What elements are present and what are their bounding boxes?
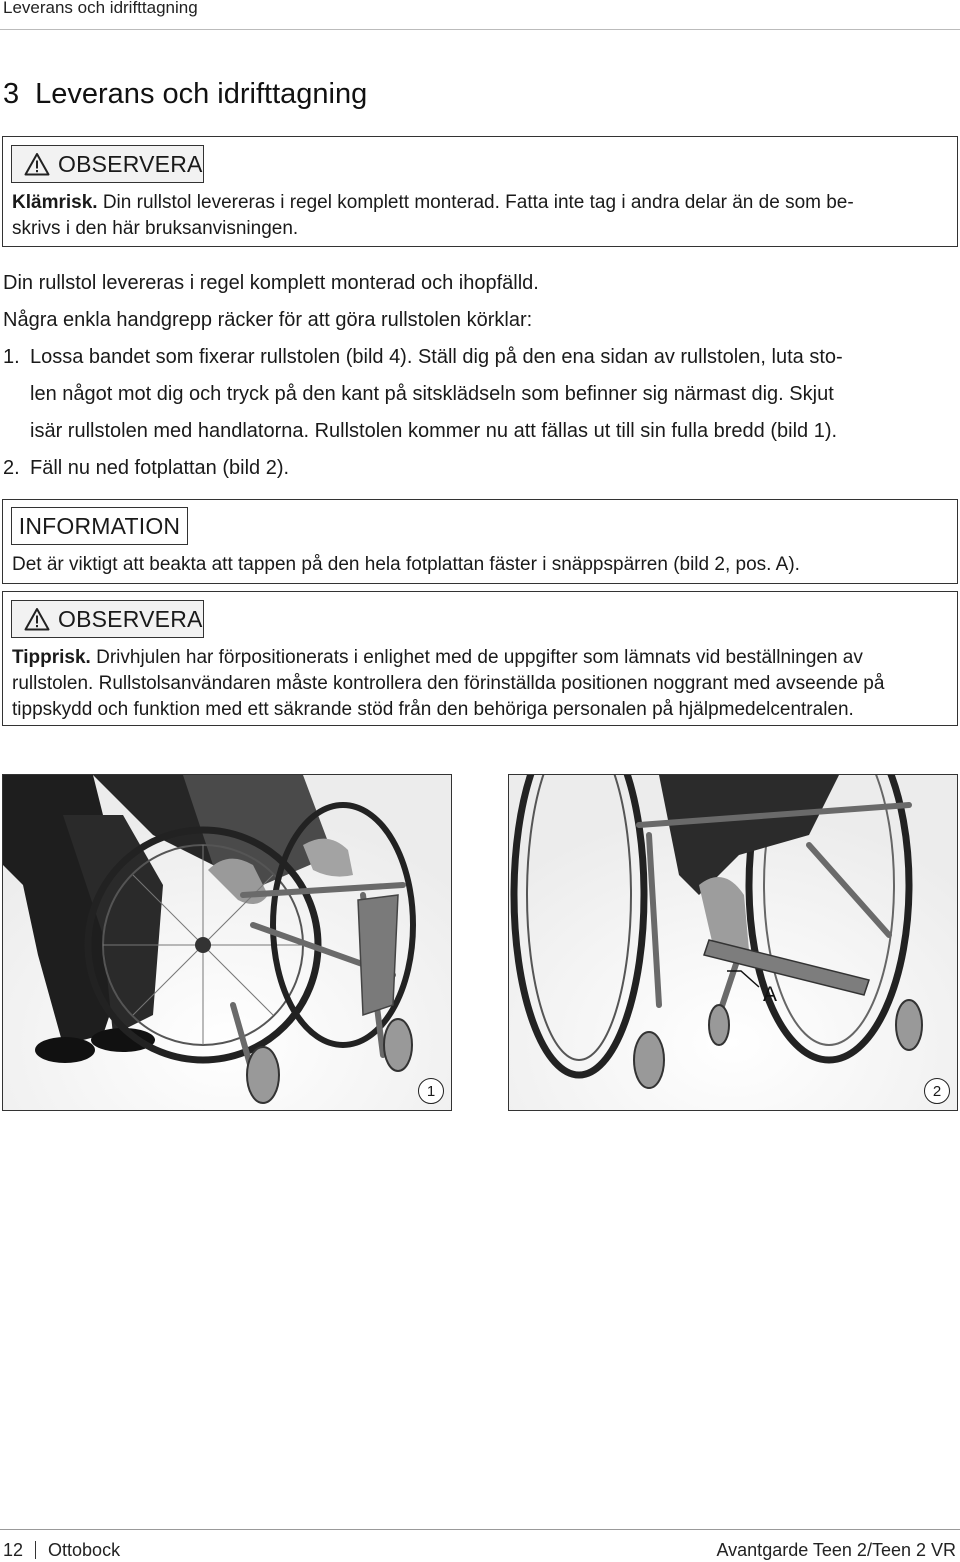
section-title-text: Leverans och idrifttagning — [35, 78, 368, 110]
step-line: Lossa bandet som fixerar rullstolen (bild 4). Ställ dig på den ena sidan av rullstolen, luta sto- — [30, 346, 843, 368]
caution-notice-tipping — [2, 591, 958, 726]
figure-1-photo — [2, 774, 452, 1111]
step-item — [3, 450, 958, 487]
information-text: Det är viktigt att beakta att tappen på den hela fotplattan fäster i snäppspärren (bild 2, pos. A). — [12, 554, 800, 575]
caution-label-text: OBSERVERA — [58, 150, 203, 177]
intro-paragraph — [3, 265, 953, 339]
step-item — [3, 339, 958, 450]
information-notice — [2, 499, 958, 584]
page-number: 12 — [3, 1540, 24, 1560]
caution-body-line1: Din rullstol levereras i regel komplett monterad. Fatta inte tag i andra delar än de som be- — [102, 192, 854, 213]
warning-triangle-icon — [24, 607, 50, 631]
caution-label — [11, 145, 204, 183]
caution-body-line2: skrivs i den här bruksanvisningen. — [12, 218, 299, 239]
figure-2-photo — [508, 774, 958, 1111]
information-label — [11, 507, 188, 545]
header-divider — [0, 29, 960, 30]
wheelchair-unfolding-illustration — [3, 775, 451, 1110]
footplate-folding-illustration — [509, 775, 957, 1110]
step-line: Fäll nu ned fotplattan (bild 2). — [30, 457, 290, 479]
section-title — [3, 78, 367, 111]
figure-number-badge: 2 — [924, 1078, 950, 1104]
footer-separator — [35, 1541, 36, 1559]
caution-body-line2: rullstolen. Rullstolsanvändaren måste kontrollera den förinställda positionen noggrant med avseende på — [12, 673, 885, 694]
warning-triangle-icon — [24, 152, 50, 176]
intro-line-2: Några enkla handgrepp räcker för att göra rullstolen körklar: — [3, 309, 533, 331]
caution-body-line1: Drivhjulen har förpositionerats i enlighet med de uppgifter som lämnats vid beställningen av — [90, 647, 863, 668]
product-name: Avantgarde Teen 2/Teen 2 VR — [716, 1540, 956, 1560]
figure-number-badge: 1 — [418, 1078, 444, 1104]
caution-keyword: Klämrisk. — [12, 192, 98, 213]
step-number: 2. — [3, 457, 20, 479]
brand-name: Ottobock — [48, 1540, 121, 1560]
caution-label — [11, 600, 204, 638]
step-list — [3, 339, 958, 487]
caution-notice-pinch — [2, 136, 958, 247]
footer-left — [3, 1540, 120, 1561]
section-number: 3 — [3, 78, 20, 110]
intro-line-1: Din rullstol levereras i regel komplett monterad och ihopfälld. — [3, 272, 539, 294]
step-line: isär rullstolen med handlatorna. Rullstolen kommer nu att fällas ut till sin fulla bredd (bild 1). — [30, 420, 838, 442]
caution-text — [12, 190, 952, 242]
callout-label-a: A — [763, 983, 778, 1006]
information-label-text: INFORMATION — [18, 512, 181, 539]
caution-keyword: Tipprisk. — [12, 647, 91, 668]
caution-label-text: OBSERVERA — [58, 605, 203, 632]
step-number: 1. — [3, 346, 20, 368]
caution-text — [12, 645, 957, 723]
step-line: len något mot dig och tryck på den kant på sitsklädseln som befinner sig närmast dig. Skjut — [30, 383, 834, 405]
running-header: Leverans och idrifttagning — [3, 0, 198, 17]
footer-divider — [0, 1529, 960, 1530]
caution-body-line3: tippskydd och funktion med ett säkrande stöd från den behöriga personalen på hjälpmedelcentralen. — [12, 699, 854, 720]
